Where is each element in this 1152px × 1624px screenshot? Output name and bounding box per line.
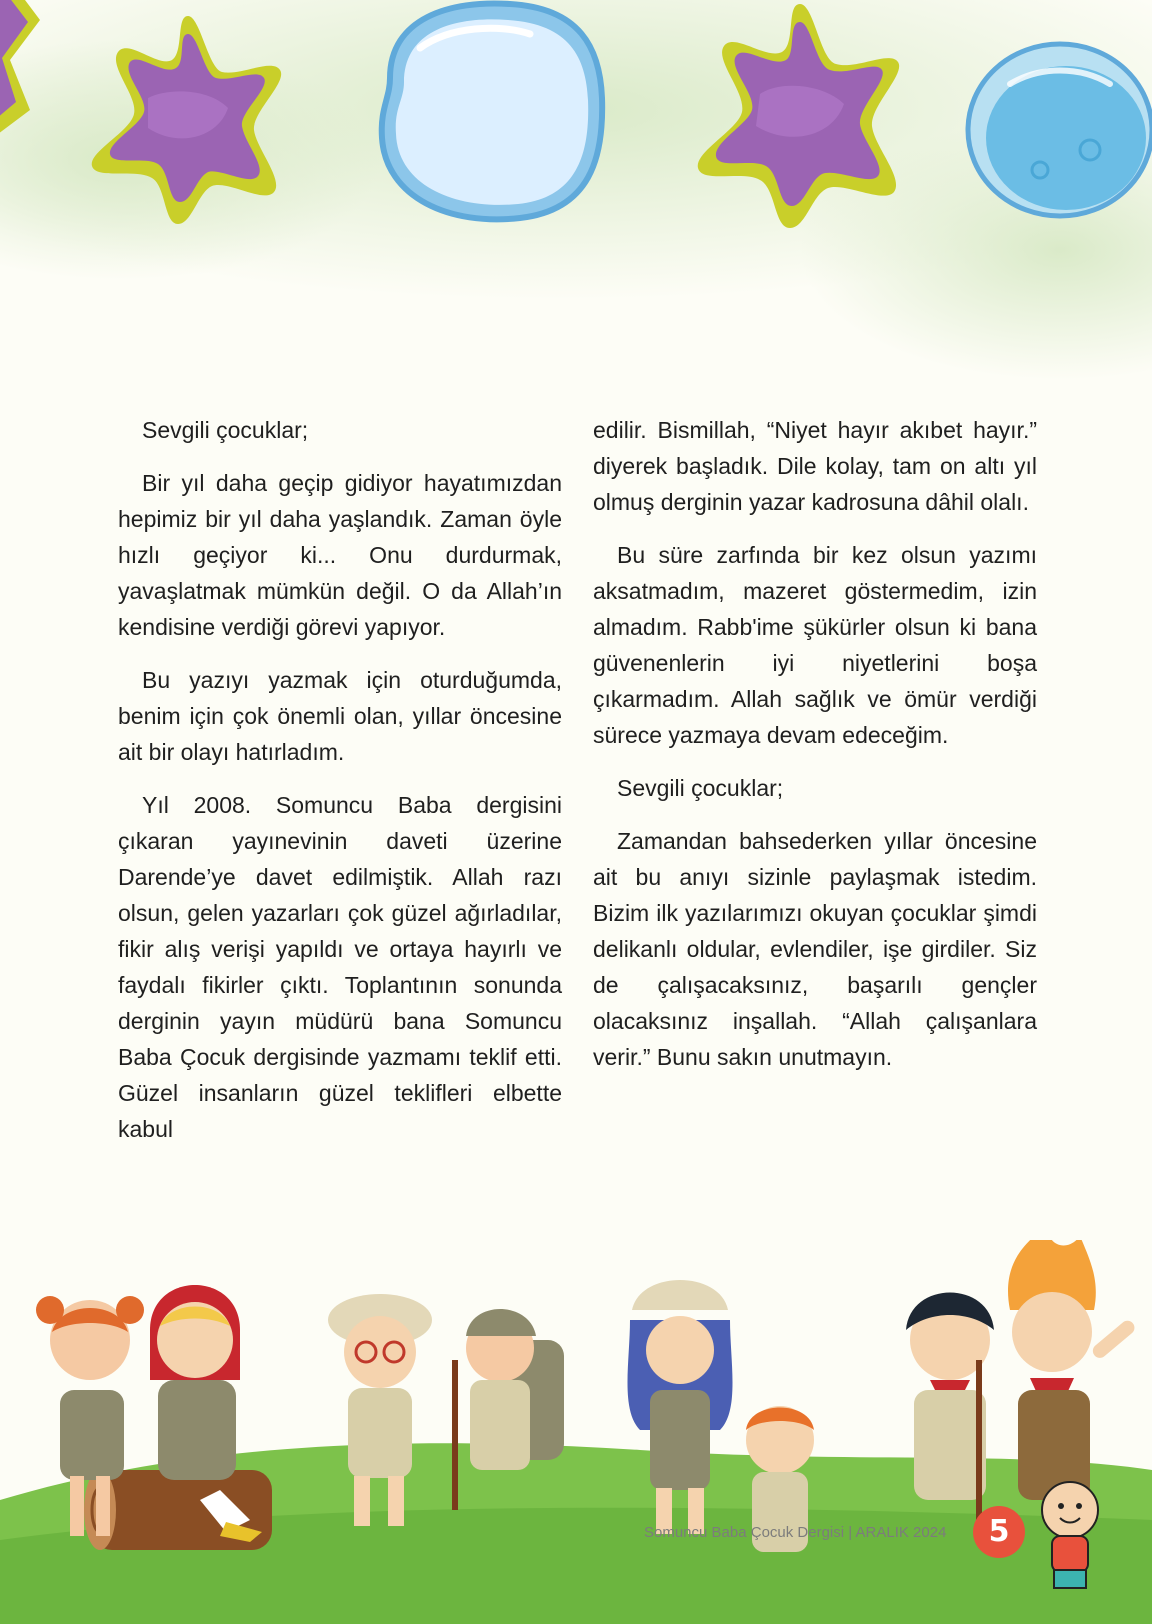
issue-date: ARALIK 2024: [855, 1524, 947, 1541]
article-paragraph: Yıl 2008. Somuncu Baba dergisini çıkaran yayınevinin daveti üzerine Darende’ye davet edilmiştik. Allah razı olsun, gelen yazarları çok güzel ağırladılar, fikir alış verişi yapıldı ve ortaya hayırlı ve faydalı fikirler çıktı. Toplantının sonunda derginin yayın müdürü bana Somuncu Baba Çocuk dergisinde yazmamı teklif etti. Güzel insanların güzel teklifleri elbette kabul: [118, 792, 562, 1142]
article-paragraph: Bu süre zarfında bir kez olsun yazımı aksatmadım, mazeret göstermedim, izin almadım. Rabb'ime şükürler olsun ki bana güvenenlerin iyi niyetlerini boşa çıkarmadım. Allah sağlık ve ömür verdiği sürece yazmaya devam edeceğim.: [593, 542, 1037, 748]
page-number: 5: [973, 1506, 1025, 1558]
top-decorations: [0, 0, 1152, 240]
footer-magazine-line: [644, 1524, 946, 1541]
star-icon: [0, 0, 40, 140]
star-icon: [698, 4, 899, 228]
article-left-column: [118, 412, 562, 1164]
child-illustration: [906, 1293, 994, 1531]
article-right-column: [593, 412, 1037, 1092]
article-paragraph: Sevgili çocuklar;: [617, 775, 784, 801]
star-icon: [92, 16, 281, 224]
article-paragraph: Bu yazıyı yazmak için oturduğumda, benim için çok önemli olan, yıllar öncesine ait bir olayı hatırladım.: [118, 667, 562, 765]
bubble-icon: [968, 44, 1152, 216]
article-paragraph: Zamandan bahsederken yıllar öncesine ait bu anıyı sizinle paylaşmak istedim. Bizim ilk yazılarımızı okuyan çocuklar şimdi delikanlı oldular, evlendiler, işe girdiler. Siz de çalışacaksınız, başarılı gençler olacaksınız inşallah. “Allah çalışanlara verir.” Bunu sakın unutmayın.: [593, 828, 1037, 1070]
magazine-name: Somuncu Baba Çocuk Dergisi: [644, 1524, 845, 1541]
article-paragraph: Sevgili çocuklar;: [142, 417, 309, 443]
footer-separator: |: [848, 1524, 853, 1541]
article-paragraph: edilir. Bismillah, “Niyet hayır akıbet hayır.” diyerek başladık. Dile kolay, tam on altı yıl olmuş derginin yazar kadrosuna dâhil olalı.: [593, 417, 1037, 515]
article-paragraph: Bir yıl daha geçip gidiyor hayatımızdan hepimiz bir yıl daha yaşlandık. Zaman öyle hızlı geçiyor ki... Onu durdurmak, yavaşlatmak mümkün değil. O da Allah’ın kendisine verdiği görevi yapıyor.: [118, 470, 562, 640]
bubble-icon: [382, 3, 602, 219]
child-illustration: [1008, 1240, 1137, 1500]
children-illustration: [0, 1240, 1152, 1624]
